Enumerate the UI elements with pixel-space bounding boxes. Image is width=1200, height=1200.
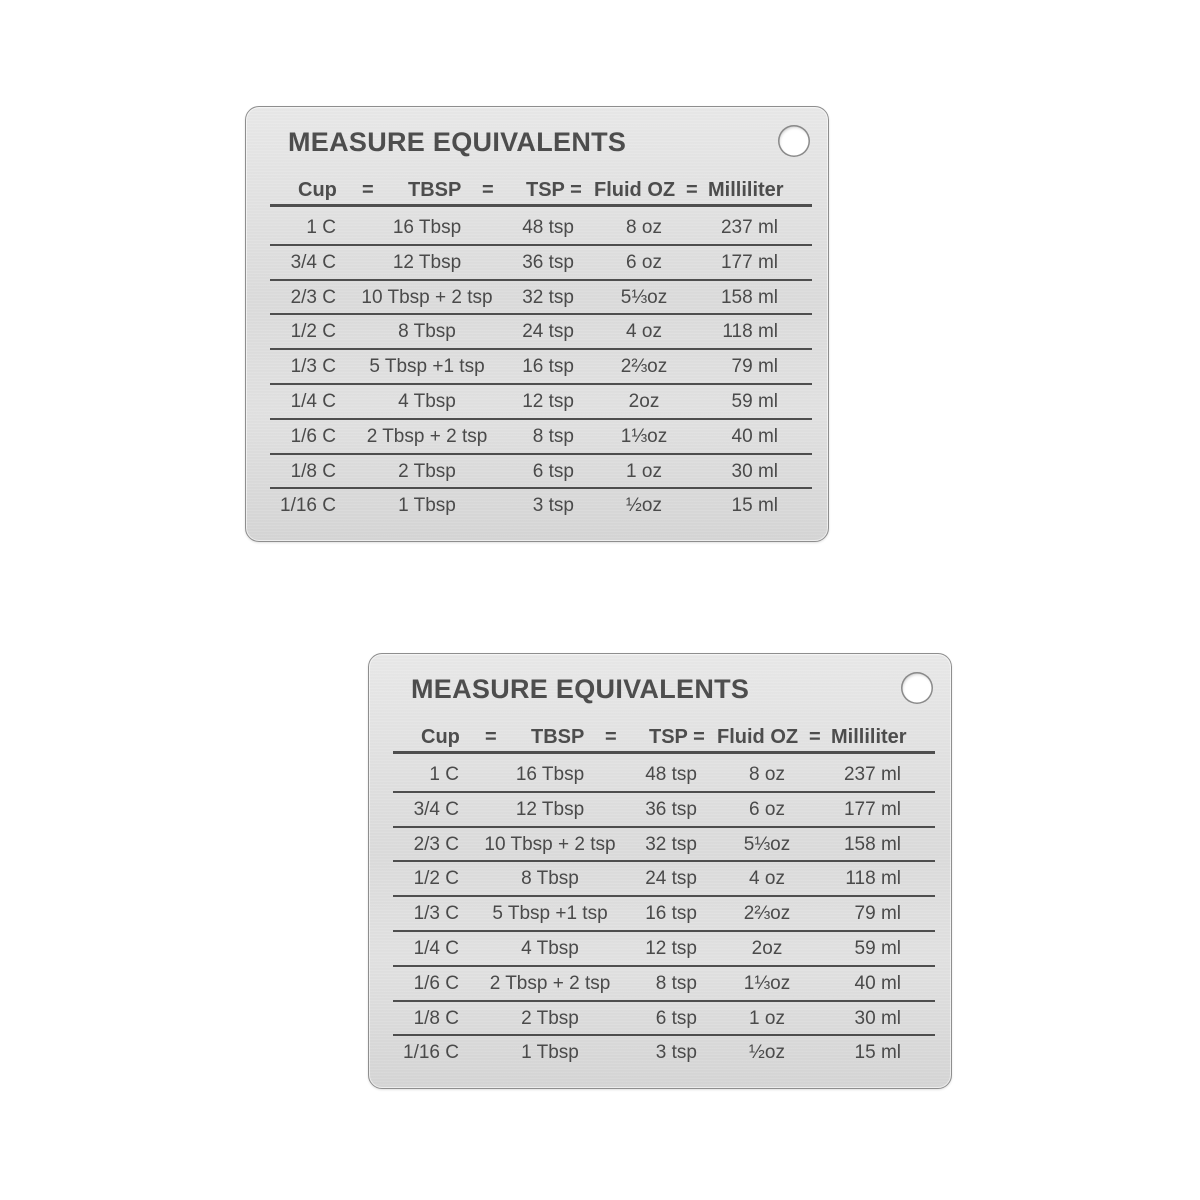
header-tbsp: TBSP bbox=[408, 179, 462, 201]
cup-cell: 2/3 C bbox=[290, 286, 336, 308]
table-row bbox=[393, 862, 935, 896]
cup-cell: 1/8 C bbox=[290, 460, 336, 482]
header-tbsp: TBSP bbox=[531, 726, 585, 748]
fluid-oz-cell: 6 oz bbox=[749, 798, 785, 820]
tbsp-cell: 8 Tbsp bbox=[398, 321, 456, 343]
fluid-oz-cell: 2⅔oz bbox=[743, 903, 791, 925]
header-divider bbox=[270, 204, 812, 207]
header-milliliter: Milliliter bbox=[708, 179, 784, 201]
fluid-oz-cell: 5⅓oz bbox=[743, 833, 791, 855]
tsp-cell: 8 tsp bbox=[655, 972, 697, 994]
milliliter-cell: 40 ml bbox=[854, 972, 901, 994]
header-fluid-oz: Fluid OZ bbox=[717, 726, 799, 748]
tsp-cell: 3 tsp bbox=[532, 495, 574, 517]
fluid-oz-cell: 1 oz bbox=[626, 460, 662, 482]
milliliter-cell: 30 ml bbox=[731, 460, 778, 482]
tsp-cell: 24 tsp bbox=[522, 321, 574, 343]
fluid-oz-cell: 8 oz bbox=[626, 217, 662, 238]
header-fluid-oz: Fluid OZ bbox=[594, 179, 676, 201]
tbsp-cell: 2 Tbsp + 2 tsp bbox=[366, 425, 488, 447]
milliliter-cell: 59 ml bbox=[731, 391, 778, 412]
cup-cell: 1/6 C bbox=[413, 972, 459, 994]
tsp-cell: 12 tsp bbox=[645, 938, 697, 959]
fluid-oz-cell: 1⅓oz bbox=[620, 425, 668, 447]
tbsp-cell: 4 Tbsp bbox=[398, 391, 456, 412]
tbsp-cell: 5 Tbsp +1 tsp bbox=[492, 903, 608, 925]
header-cup: Cup bbox=[298, 179, 337, 201]
fluid-oz-cell: 2oz bbox=[751, 938, 783, 959]
milliliter-cell: 237 ml bbox=[720, 217, 778, 238]
cup-cell: 1/16 C bbox=[280, 495, 336, 517]
tsp-cell: 16 tsp bbox=[645, 903, 697, 925]
cup-cell: 3/4 C bbox=[413, 798, 459, 820]
milliliter-cell: 237 ml bbox=[843, 764, 901, 785]
cup-cell: 1/4 C bbox=[290, 391, 336, 412]
column-headers bbox=[270, 175, 812, 207]
tsp-cell: 6 tsp bbox=[655, 1007, 697, 1029]
tbsp-cell: 2 Tbsp + 2 tsp bbox=[489, 972, 611, 994]
tbsp-cell: 12 Tbsp bbox=[392, 251, 462, 273]
tsp-cell: 12 tsp bbox=[522, 391, 574, 412]
header-divider bbox=[393, 751, 935, 754]
milliliter-cell: 79 ml bbox=[731, 356, 778, 378]
table-row bbox=[393, 1036, 935, 1070]
table-row bbox=[270, 315, 812, 349]
header-milliliter: Milliliter bbox=[831, 726, 907, 748]
header-tsp: TSP = bbox=[649, 726, 705, 748]
table-row bbox=[270, 420, 812, 454]
table-row bbox=[270, 211, 812, 245]
tsp-cell: 32 tsp bbox=[645, 833, 697, 855]
milliliter-cell: 158 ml bbox=[843, 833, 901, 855]
tbsp-cell: 10 Tbsp + 2 tsp bbox=[361, 286, 493, 308]
fluid-oz-cell: ½oz bbox=[749, 1042, 785, 1064]
table-row bbox=[270, 455, 812, 489]
tsp-cell: 48 tsp bbox=[522, 217, 574, 238]
table-row bbox=[393, 828, 935, 862]
cup-cell: 1/2 C bbox=[413, 868, 459, 890]
cup-cell: 1/4 C bbox=[413, 938, 459, 959]
fluid-oz-cell: ½oz bbox=[626, 495, 662, 517]
measure-card-bottom bbox=[368, 653, 952, 1089]
card-title: MEASURE EQUIVALENTS bbox=[288, 127, 627, 157]
milliliter-cell: 40 ml bbox=[731, 425, 778, 447]
header-equals: = bbox=[362, 179, 374, 201]
hanging-hole bbox=[778, 125, 810, 157]
tbsp-cell: 12 Tbsp bbox=[515, 798, 585, 820]
fluid-oz-cell: 8 oz bbox=[749, 764, 785, 785]
header-equals: = bbox=[686, 179, 698, 201]
milliliter-cell: 158 ml bbox=[720, 286, 778, 308]
milliliter-cell: 59 ml bbox=[854, 938, 901, 959]
tbsp-cell: 16 Tbsp bbox=[392, 217, 462, 238]
tsp-cell: 36 tsp bbox=[645, 798, 697, 820]
fluid-oz-cell: 4 oz bbox=[749, 868, 785, 890]
table-row bbox=[270, 246, 812, 280]
cup-cell: 1/2 C bbox=[290, 321, 336, 343]
header-equals: = bbox=[482, 179, 494, 201]
measure-card-top bbox=[245, 106, 829, 542]
milliliter-cell: 30 ml bbox=[854, 1007, 901, 1029]
tsp-cell: 48 tsp bbox=[645, 764, 697, 785]
milliliter-cell: 177 ml bbox=[720, 251, 778, 273]
milliliter-cell: 177 ml bbox=[843, 798, 901, 820]
tbsp-cell: 5 Tbsp +1 tsp bbox=[369, 356, 485, 378]
cup-cell: 1/3 C bbox=[413, 903, 459, 925]
header-tsp: TSP = bbox=[526, 179, 582, 201]
tsp-cell: 3 tsp bbox=[655, 1042, 697, 1064]
tsp-cell: 8 tsp bbox=[532, 425, 574, 447]
header-equals: = bbox=[485, 726, 497, 748]
milliliter-cell: 118 ml bbox=[845, 868, 901, 890]
fluid-oz-cell: 2⅔oz bbox=[620, 356, 668, 378]
tsp-cell: 16 tsp bbox=[522, 356, 574, 378]
fluid-oz-cell: 2oz bbox=[628, 391, 660, 412]
tsp-cell: 24 tsp bbox=[645, 868, 697, 890]
tbsp-cell: 8 Tbsp bbox=[521, 868, 579, 890]
tsp-cell: 36 tsp bbox=[522, 251, 574, 273]
tbsp-cell: 10 Tbsp + 2 tsp bbox=[484, 833, 616, 855]
cup-cell: 1/8 C bbox=[413, 1007, 459, 1029]
table-row bbox=[393, 897, 935, 931]
fluid-oz-cell: 1 oz bbox=[749, 1007, 785, 1029]
table-row bbox=[270, 281, 812, 315]
column-headers bbox=[393, 722, 935, 754]
table-row bbox=[393, 758, 935, 792]
fluid-oz-cell: 6 oz bbox=[626, 251, 662, 273]
milliliter-cell: 79 ml bbox=[854, 903, 901, 925]
table-row bbox=[393, 967, 935, 1001]
tsp-cell: 32 tsp bbox=[522, 286, 574, 308]
card-title: MEASURE EQUIVALENTS bbox=[411, 674, 750, 704]
cup-cell: 1/3 C bbox=[290, 356, 336, 378]
cup-cell: 1 C bbox=[306, 217, 336, 238]
cup-cell: 1 C bbox=[429, 764, 459, 785]
header-cup: Cup bbox=[421, 726, 460, 748]
tbsp-cell: 1 Tbsp bbox=[521, 1042, 579, 1064]
header-equals: = bbox=[809, 726, 821, 748]
fluid-oz-cell: 1⅓oz bbox=[743, 972, 791, 994]
tbsp-cell: 1 Tbsp bbox=[398, 495, 456, 517]
table-row bbox=[270, 385, 812, 419]
milliliter-cell: 15 ml bbox=[731, 495, 778, 517]
table-row bbox=[270, 350, 812, 384]
milliliter-cell: 15 ml bbox=[854, 1042, 901, 1064]
cup-cell: 3/4 C bbox=[290, 251, 336, 273]
tbsp-cell: 16 Tbsp bbox=[515, 764, 585, 785]
header-equals: = bbox=[605, 726, 617, 748]
cup-cell: 2/3 C bbox=[413, 833, 459, 855]
tsp-cell: 6 tsp bbox=[532, 460, 574, 482]
tbsp-cell: 4 Tbsp bbox=[521, 938, 579, 959]
hanging-hole bbox=[901, 672, 933, 704]
table-row bbox=[270, 489, 812, 523]
table-row bbox=[393, 1002, 935, 1036]
tbsp-cell: 2 Tbsp bbox=[398, 460, 456, 482]
fluid-oz-cell: 4 oz bbox=[626, 321, 662, 343]
cup-cell: 1/6 C bbox=[290, 425, 336, 447]
fluid-oz-cell: 5⅓oz bbox=[620, 286, 668, 308]
milliliter-cell: 118 ml bbox=[722, 321, 778, 343]
cup-cell: 1/16 C bbox=[403, 1042, 459, 1064]
table-row bbox=[393, 932, 935, 966]
tbsp-cell: 2 Tbsp bbox=[521, 1007, 579, 1029]
table-row bbox=[393, 793, 935, 827]
